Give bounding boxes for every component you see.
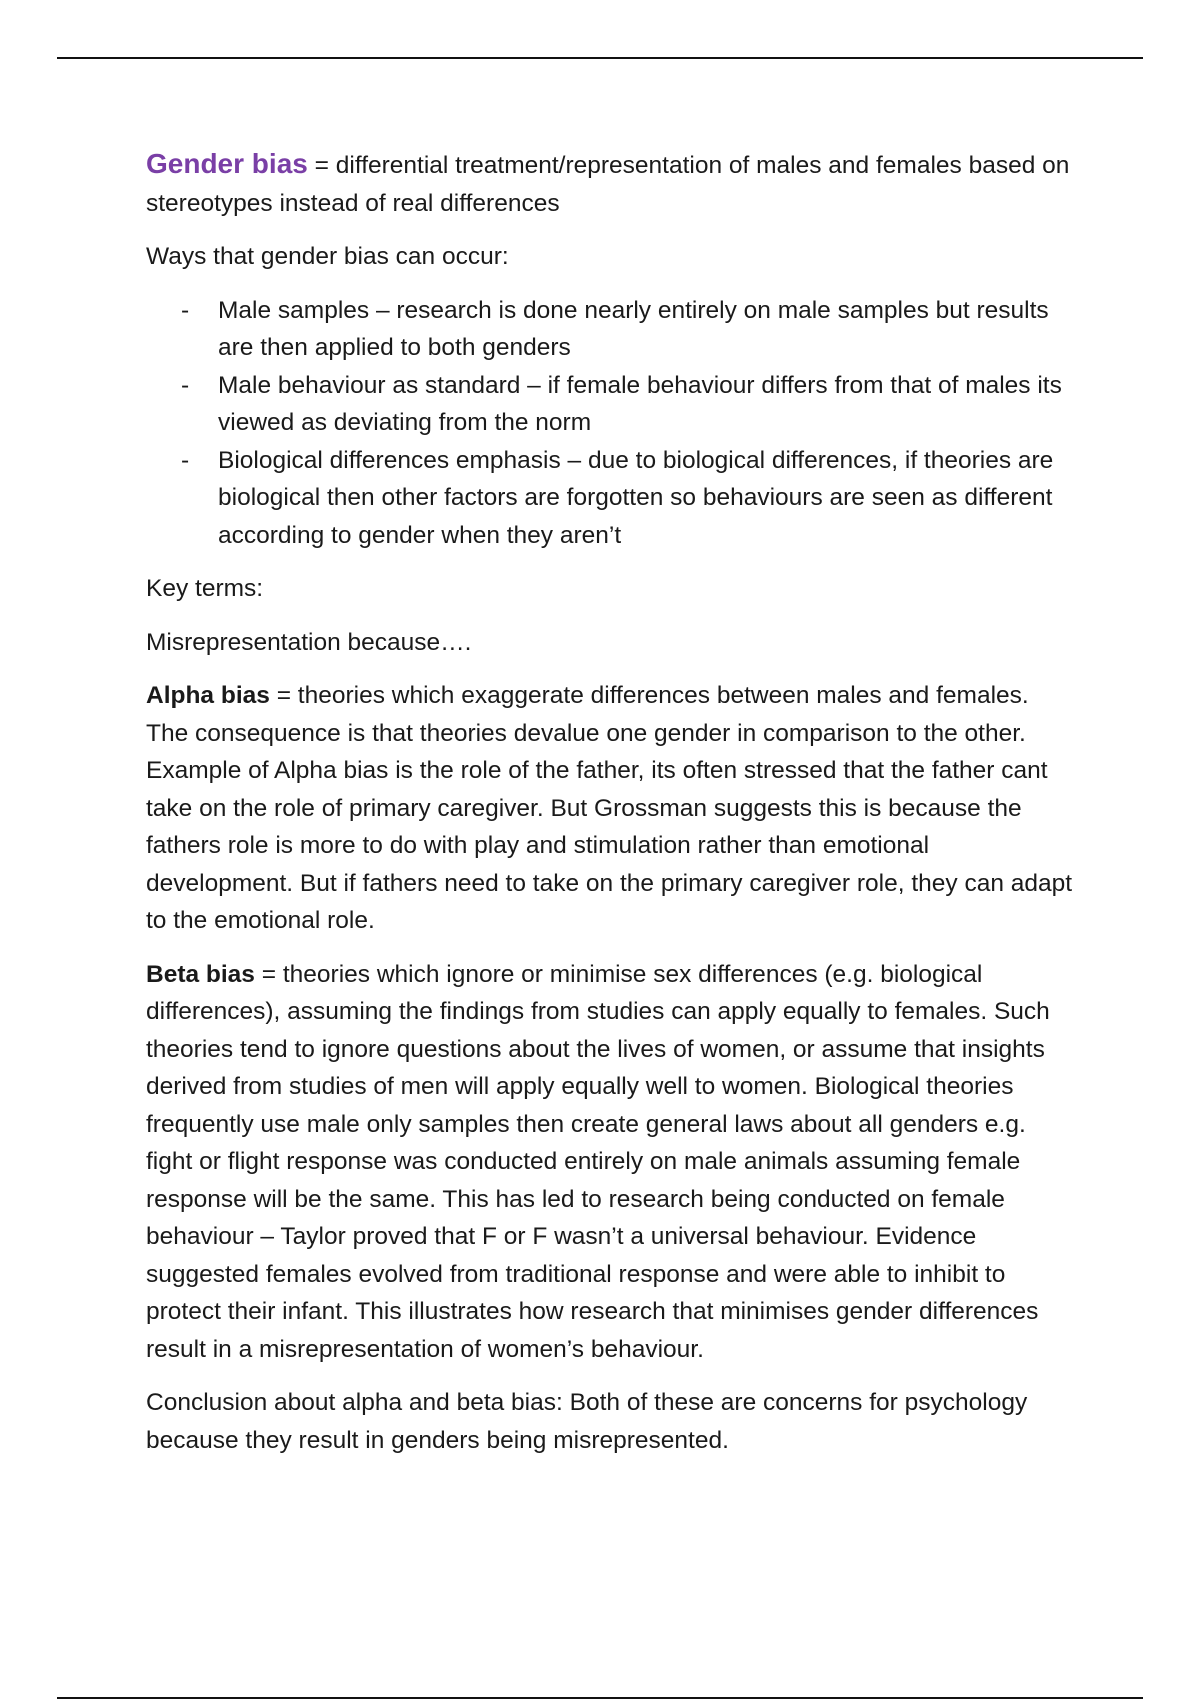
- beta-bias-paragraph: [146, 956, 1076, 1369]
- bullet-dash: -: [181, 296, 190, 324]
- bullet-dash: -: [181, 371, 190, 399]
- ways-list: [146, 292, 1076, 555]
- bullet-dash: -: [181, 446, 190, 474]
- alpha-bias-text: = theories which exaggerate differences between males and females. The consequence is that theories devalue one gender in comparison to the other. Example of Alpha bias is the role of the father, its often stressed that the father cant take on the role of primary caregiver. But Grossman suggests this is because the fathers role is more to do with play and stimulation rather than emotional development. But if fathers need to take on the primary caregiver role, they can adapt to the emotional role.: [146, 682, 1073, 934]
- top-rule: [57, 57, 1143, 59]
- ways-heading: Ways that gender bias can occur:: [146, 243, 509, 270]
- document-body: [146, 145, 1076, 1475]
- misrepresentation-line: Misrepresentation because….: [146, 628, 472, 656]
- list-item-text: Biological differences emphasis – due to biological differences, if theories are biological then other factors are forgotten so behaviours are seen as different according to gender when they aren’t: [218, 446, 1054, 549]
- beta-bias-term: Beta bias: [146, 960, 255, 988]
- gender-bias-text: = differential treatment/representation of males and females based on stereotypes instead of real differences: [146, 152, 1070, 217]
- gender-bias-term: Gender bias: [146, 148, 308, 179]
- list-item: [146, 367, 1076, 442]
- list-item: [146, 442, 1076, 555]
- list-item: [146, 292, 1076, 367]
- list-item-text: Male behaviour as standard – if female behaviour differs from that of males its viewed as deviating from the norm: [218, 371, 1062, 436]
- bottom-rule: [57, 1697, 1143, 1699]
- list-item-text: Male samples – research is done nearly entirely on male samples but results are then applied to both genders: [218, 296, 1049, 361]
- conclusion-paragraph: Conclusion about alpha and beta bias: Both of these are concerns for psychology because they result in genders being misrepresented.: [146, 1389, 1028, 1454]
- alpha-bias-paragraph: [146, 677, 1076, 940]
- key-terms-heading: Key terms:: [146, 575, 264, 602]
- gender-bias-definition: [146, 145, 1076, 222]
- alpha-bias-term: Alpha bias: [146, 682, 270, 709]
- beta-bias-text: = theories which ignore or minimise sex differences (e.g. biological differences), assuming the findings from studies can apply equally to females. Such theories tend to ignore questions about the lives of women, or assume that insights derived from studies of men will apply equally well to women. Biological theories frequently use male only samples then create general laws about all genders e.g. fight or flight response was conducted entirely on male animals assuming female response will be the same. This has led to research being conducted on female behaviour – Taylor proved that F or F wasn’t a universal behaviour. Evidence suggested females evolved from traditional response and were able to inhibit to protect their infant. This illustrates how research that minimises gender differences result in a misrepresentation of women’s behaviour.: [146, 960, 1050, 1363]
